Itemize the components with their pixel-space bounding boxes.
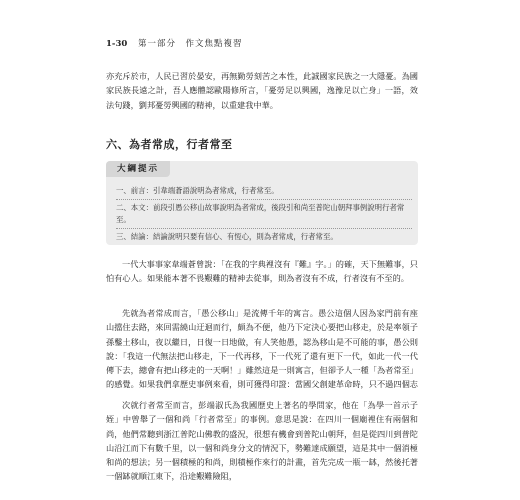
paragraph-3: 次就行者常至而言，彭端淑氏為我國歷史上著名的學問家，他在「為學一首示子姪」中曾舉了一個和尚「行者常至」的事例。意思是說：在四川一個廟裡住有兩個和尚，他們常聽到浙江普陀山佛教的盛況，很想有機會到普陀山朝拜，但是從四川到普陀山沿江而下有數千里，以一個和尚身分文的情況下，勢難達成願望，這是其中一個消極和尚的想法；另一個積極的和尚，則積極作來行的計畫，首先完成一瓶一缽，然後托著一個缽就順江東下，沿途艱難險阻， — [106, 400, 418, 482]
paragraph-1: 一代大事事家韋端蒼曾說：「在我的字典裡沒有『難』字。」的確，天下無難事，只怕有心人。如果能本著不畏艱難的精神去從事，則為者沒有不成，行者沒有不至的。 — [106, 259, 418, 284]
outline-item: 二、本文：前段引愚公移山故事說明為者常成，後段引和尚至普陀山朝拜事例說明行者常至。 — [116, 203, 405, 224]
outline-divider — [116, 199, 412, 200]
outline-box — [106, 161, 418, 245]
paragraph-2: 先就為者常成而言，「愚公移山」是流傳千年的寓言。愚公這個人因為家門前有座山擋住去路，來回需繞山迂迴而行，頗為不便，他乃下定決心要把山移走，於是率領子孫鑿土移山，夜以繼日，日復一日地做，有人笑他愚，認為移山是不可能的事，愚公則說：「我這一代無法把山移走，下一代再移，下一代死了還有更下一代，如此一代一代傳下去，總會有把山移走的一天啊！」雖然這是一則寓言，但卻予人一種「為者常至」的感覺。如果我們拿歷史事例來看，則可獲得印證：當國父創建革命時，只不過四個志 — [106, 308, 418, 390]
outline-item: 一、前言：引韋端蒼語說明為者常成，行者常至。 — [116, 186, 279, 195]
header-title: 第一部分 作文焦點複習 — [137, 39, 243, 49]
running-header — [106, 37, 416, 53]
section-title: 六、為者常成，行者常至 — [106, 138, 233, 151]
outline-box-label: 大綱提示 — [106, 161, 170, 177]
paragraph-intro: 亦充斥於市，人民已習於晏安，再無勤勞刻苦之本性，此誠國家民族之一大隱憂。為國家民族長遠之計，吾人應體認歐陽修所言，「憂勞足以興國，逸豫足以亡身」一語，效法句踐，劉邦憂勞興國的精神，以重建我中華。 — [106, 71, 418, 110]
outline-item: 三、結論：結論說明只要有信心、有恆心，則為者常成，行者常至。 — [116, 232, 338, 241]
page-number: 1-30 — [106, 39, 128, 49]
outline-divider — [116, 228, 412, 229]
